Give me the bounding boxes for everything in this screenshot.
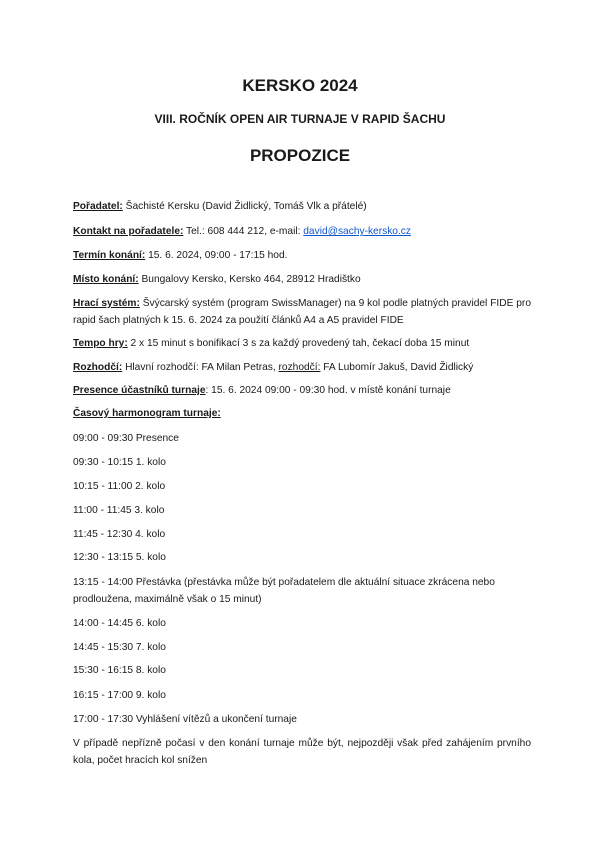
contact-row bbox=[73, 224, 531, 240]
organizer-label: Pořadatel: bbox=[73, 201, 123, 212]
arbiters-value: Hlavní rozhodčí: FA Milan Petras, bbox=[122, 362, 279, 373]
schedule-item: 17:00 - 17:30 Vyhlášení vítězů a ukončení turnaje bbox=[73, 714, 297, 725]
venue-label: Místo konání: bbox=[73, 274, 139, 285]
venue-value: Bungalovy Kersko, Kersko 464, 28912 Hradištko bbox=[138, 274, 361, 285]
schedule-item: 14:45 - 15:30 7. kolo bbox=[73, 642, 166, 653]
organizer-row bbox=[73, 199, 531, 215]
system-row bbox=[73, 295, 531, 329]
schedule-item: 09:00 - 09:30 Presence bbox=[73, 433, 179, 444]
schedule-item: 15:30 - 16:15 8. kolo bbox=[73, 665, 166, 676]
organizer-value: Šachisté Kersku (David Židlický, Tomáš Vlk a přátelé) bbox=[122, 201, 367, 212]
document-subtitle: VIII. ROČNÍK OPEN AIR TURNAJE V RAPID ŠACHU bbox=[154, 112, 446, 126]
arbiters-sub-value: FA Lubomír Jakuš, David Židlický bbox=[320, 362, 474, 373]
contact-value: Tel.: 608 444 212, e-mail: bbox=[183, 226, 304, 237]
presence-value: : 15. 6. 2024 09:00 - 09:30 hod. v místě konání turnaje bbox=[205, 385, 451, 396]
arbiters-sub-label: rozhodčí: bbox=[278, 362, 321, 373]
venue-row bbox=[73, 272, 531, 288]
contact-label: Kontakt na pořadatele: bbox=[73, 226, 184, 237]
schedule-item: 16:15 - 17:00 9. kolo bbox=[73, 690, 166, 701]
arbiters-row bbox=[73, 360, 531, 376]
schedule-label: Časový harmonogram turnaje: bbox=[73, 408, 221, 419]
schedule-item: 11:00 - 11:45 3. kolo bbox=[73, 505, 165, 516]
date-row bbox=[73, 248, 531, 264]
system-value: Švýcarský systém (program SwissManager) na 9 kol podle platných pravidel FIDE pro rapid šach platných k 15. 6. 2024 za použití článků A4 a A5 pravidel FIDE bbox=[73, 298, 531, 326]
arbiters-label: Rozhodčí: bbox=[73, 362, 123, 373]
tempo-value: 2 x 15 minut s bonifikací 3 s za každý provedený tah, čekací doba 15 minut bbox=[127, 338, 470, 349]
schedule-item: 14:00 - 14:45 6. kolo bbox=[73, 618, 166, 629]
tempo-label: Tempo hry: bbox=[73, 338, 128, 349]
schedule-item: 13:15 - 14:00 Přestávka (přestávka může být pořadatelem dle aktuální situace zkrácena nebo prodloužena, maximálně však o 15 minut) bbox=[73, 577, 495, 605]
presence-label: Presence účastníků turnaje bbox=[73, 385, 206, 396]
system-label: Hrací systém: bbox=[73, 298, 140, 309]
date-label: Termín konání: bbox=[73, 250, 146, 261]
schedule-item: 10:15 - 11:00 2. kolo bbox=[73, 481, 166, 492]
schedule-item: 09:30 - 10:15 1. kolo bbox=[73, 457, 166, 468]
tempo-row bbox=[73, 336, 531, 352]
schedule-item: 11:45 - 12:30 4. kolo bbox=[73, 529, 166, 540]
email-link[interactable]: david@sachy-kersko.cz bbox=[303, 226, 411, 237]
schedule-item: 12:30 - 13:15 5. kolo bbox=[73, 552, 166, 563]
weather-note: V případě nepřízně počasí v den konání turnaje může být, nejpozději však před zahájením prvního kola, počet hracích kol snížen bbox=[73, 738, 531, 766]
date-value: 15. 6. 2024, 09:00 - 17:15 hod. bbox=[145, 250, 288, 261]
document-title: KERSKO 2024 bbox=[242, 76, 358, 95]
schedule-heading bbox=[73, 406, 531, 422]
presence-row bbox=[73, 383, 531, 399]
document-heading: PROPOZICE bbox=[249, 146, 351, 165]
